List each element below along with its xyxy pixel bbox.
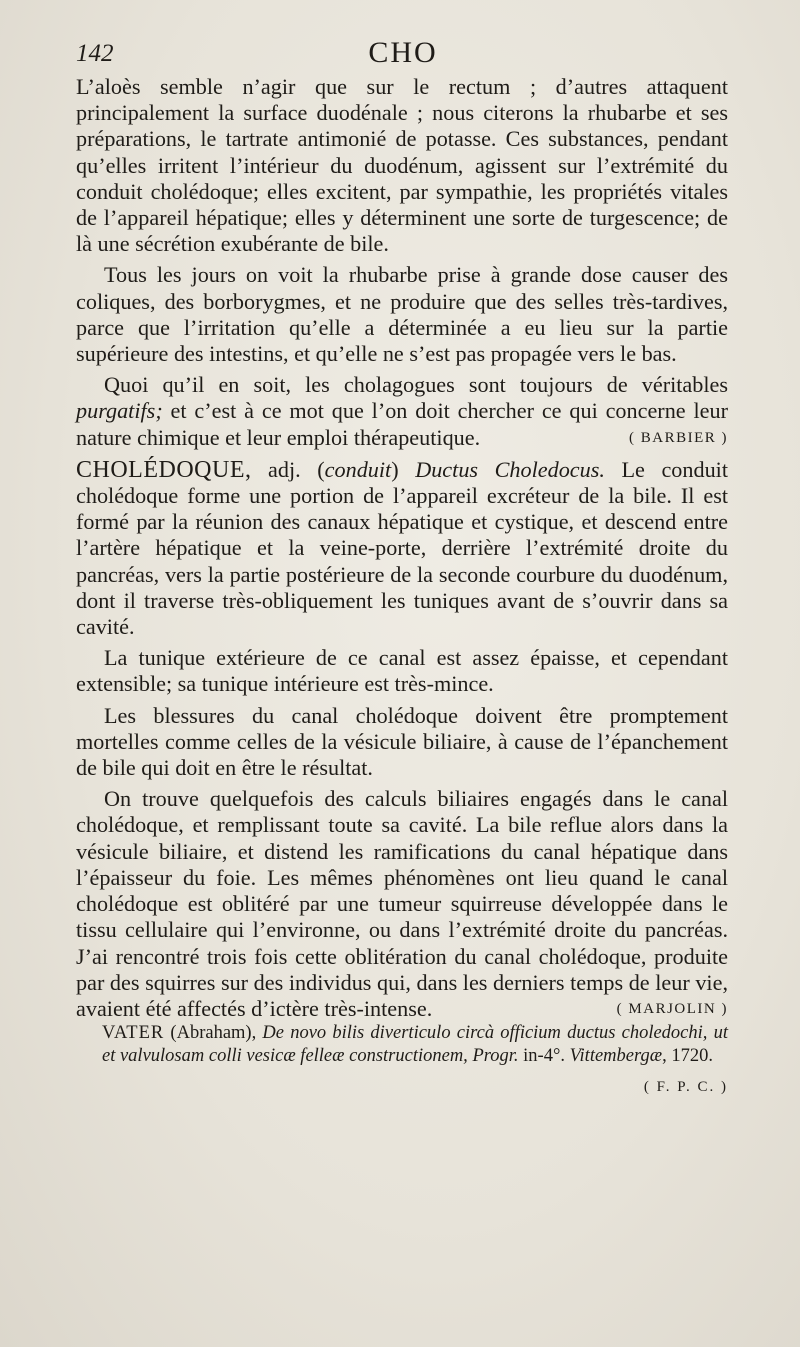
paragraph-tunique: La tunique extérieure de ce canal est assez épaisse, et cependant extensible; sa tunique intérieure est très-mince. xyxy=(76,645,728,697)
bibliography-year: , 1720. xyxy=(662,1046,713,1067)
entry-grammar: adj. ( xyxy=(251,456,325,482)
paragraph-aloes: L’aloès semble n’agir que sur le rectum ; d’autres attaquent principalement la surface duodénale ; nous citerons la rhubarbe et ses préparations, le tartrate antimonié de potasse. Ces substances, pendant qu’elles irritent l’intérieur du duodénum, agissent sur l’extrémité du conduit cholédoque; elles excitent, par sympathie, les propriétés vitales de l’appareil hépatique; elles y déterminent une sorte de turgescence; de là une sécrétion exubérante de bile. xyxy=(76,74,728,257)
bibliography-author: VATER xyxy=(102,1023,165,1044)
paragraph-cholagogues xyxy=(76,372,728,451)
signature-marjolin: ( MARJOLIN ) xyxy=(616,1000,728,1017)
headword-choledoque: CHOLÉDOQUE, xyxy=(76,456,252,483)
entry-latin-name: Ductus Choledocus. xyxy=(415,456,605,482)
entry-close-paren: ) xyxy=(391,456,416,482)
cholagogues-text-b: et c’est à ce mot que l’on doit chercher ce qui concerne leur nature chimique et leur emploi thérapeutique. xyxy=(76,398,728,450)
bibliography-place: Vittembergæ xyxy=(569,1046,663,1067)
paragraph-blessures: Les blessures du canal cholédoque doivent être promptement mortelles comme celles de la vésicule biliaire, à cause de l’épanchement de bile qui doit en être le résultat. xyxy=(76,702,728,781)
page-number: 142 xyxy=(76,40,114,67)
bibliography-progr: Progr. xyxy=(467,1046,519,1067)
page-header xyxy=(76,36,730,76)
signature-barbier: ( BARBIER ) xyxy=(629,429,728,446)
paragraph-calculs xyxy=(76,786,728,1022)
italic-purgatifs: purgatifs; xyxy=(76,398,163,424)
entry-qualifier: conduit xyxy=(324,456,392,482)
entry-choledoque xyxy=(76,457,728,640)
bibliography-author-first: (Abraham), xyxy=(164,1023,263,1044)
bibliography-format: in-4°. xyxy=(518,1046,570,1067)
printer-mark: ( F. P. C. ) xyxy=(643,1079,728,1096)
page-body xyxy=(76,74,728,1100)
paragraph-rhubarbe: Tous les jours on voit la rhubarbe prise à grande dose causer des coliques, des borborygmes, et ne produire que des selles très-tardives, parce que l’irritation qu’elle a déterminée a eu lieu sur la partie supérieure des intestins, et qu’elle ne s’est pas propagée vers le bas. xyxy=(76,262,728,367)
running-head: CHO xyxy=(368,36,438,69)
calculs-text: On trouve quelquefois des calculs biliaires engagés dans le canal cholédoque, et remplissant toute sa cavité. La bile reflue alors dans la vésicule biliaire, et distend les ramifications du canal hépatique dans l’épaisseur du foie. Les mêmes phénomènes ont lieu quand le canal cholédoque est oblitéré par une tumeur squirreuse développée dans le tissu cellulaire qui l’environne, ou dans l’extrémité droite du pancréas. J’ai rencontré trois fois cette oblitération du canal cholédoque, produite par des squirres sur des individus qui, dans les derniers temps de leur vie, avaient été affectés d’ictère très-intense. xyxy=(76,786,728,1021)
entry-definition: Le conduit cholédoque forme une portion de l’appareil excréteur de la bile. Il est formé par la réunion des canaux hépatique et cystique, et descend entre l’artère hépatique et la veine-porte, derrière l’extrémité droite du pancréas, vers la partie postérieure de la seconde courbure du duodénum, dont il traverse très-obliquement les tuniques avant de s’ouvrir dans sa cavité. xyxy=(76,456,729,640)
bibliography-entry xyxy=(76,1022,728,1068)
cholagogues-text-a: Quoi qu’il en soit, les cholagogues sont toujours de véritables xyxy=(104,372,728,398)
bibliography-title: De novo bilis diverticulo circà officium ductus choledochi, ut et valvulosam colli vesicæ felleæ constructionem, xyxy=(102,1023,729,1067)
